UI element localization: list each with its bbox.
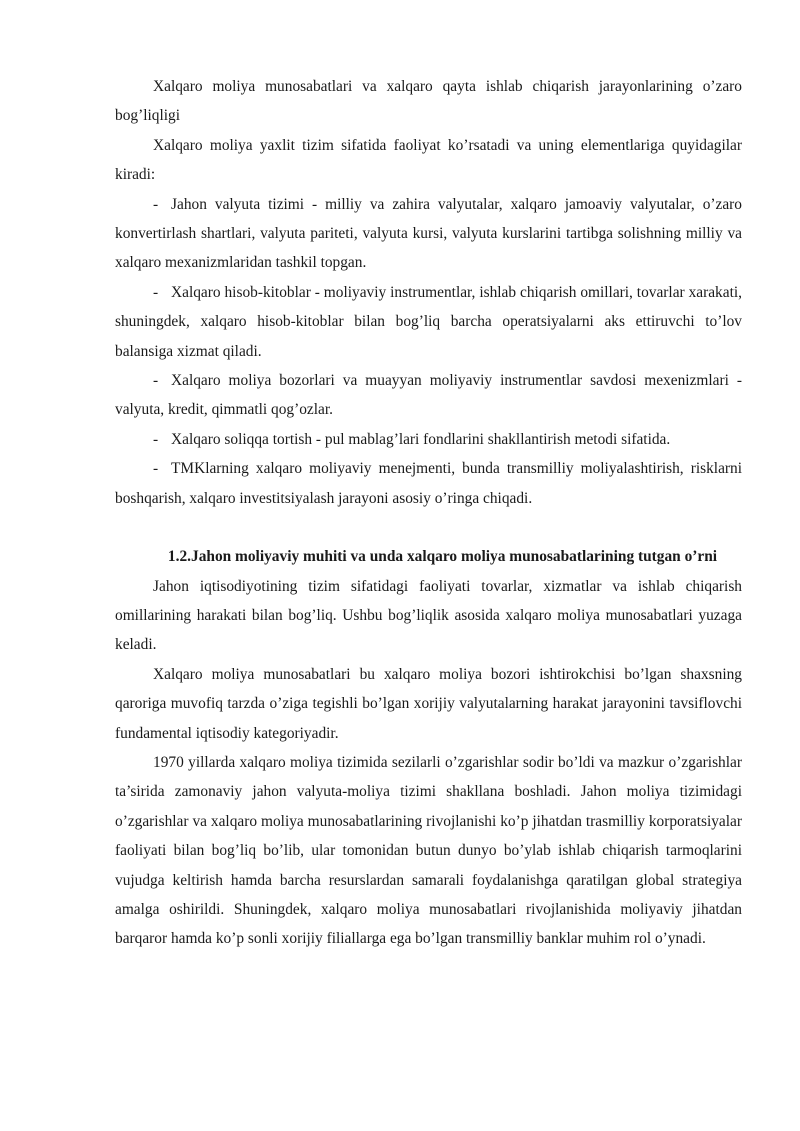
bullet-item-settlements <box>115 278 742 366</box>
bullet-dash: - <box>153 460 159 478</box>
section-spacer <box>115 513 742 542</box>
bullet-text: Xalqaro soliqqa tortish - pul mablag’lari fondlarini shakllantirish metodi sifatida. <box>171 430 671 448</box>
document-page <box>115 72 742 954</box>
intro-title-paragraph: Xalqaro moliya munosabatlari va xalqaro qayta ishlab chiqarish jarayonlarining o’zaro bog’liqligi <box>115 78 742 125</box>
bullet-dash: - <box>153 372 159 390</box>
bullet-dash: - <box>153 283 159 301</box>
bullet-item-markets <box>115 366 742 425</box>
intro-system-paragraph: Xalqaro moliya yaxlit tizim sifatida faoliyat ko’rsatadi va uning elementlariga quyidagilar kiradi: <box>115 136 742 184</box>
bullet-text: Jahon valyuta tizimi - milliy va zahira valyutalar, xalqaro jamoaviy valyutalar, o’zaro konvertirlash shartlari, valyuta pariteti, valyuta kursi, valyuta kurslarini tartibga solishning milliy va xalqaro mexanizmlaridan tashkil topgan. <box>115 195 742 272</box>
bullet-text: TMKlarning xalqaro moliyaviy menejmenti, bunda transmilliy moliyalashtirish, risklarni boshqarish, xalqaro investitsiyalash jarayoni asosiy o’ringa chiqadi. <box>115 460 742 507</box>
bullet-text: Xalqaro hisob-kitoblar - moliyaviy instrumentlar, ishlab chiqarish omillari, tovarlar xarakati, shuningdek, xalqaro hisob-kitoblar bilan bog’liq barcha operatsiyalarni aks ettiruvchi to’lov balansiga xizmat qiladi. <box>115 283 742 360</box>
bullet-text: Xalqaro moliya bozorlari va muayyan moliyaviy instrumentlar savdosi mexenizmlari - valyuta, kredit, qimmatli qog’ozlar. <box>115 372 742 419</box>
bullet-item-currency-system <box>115 190 742 278</box>
section-paragraph: Jahon iqtisodiyotining tizim sifatidagi faoliyati tovarlar, xizmatlar va ishlab chiqarish omillarining harakati bilan bog’liq. Ushbu bog’liqlik asosida xalqaro moliya munosabatlari yuzaga keladi. <box>115 577 742 654</box>
bullet-dash: - <box>153 430 159 448</box>
section-paragraph: 1970 yillarda xalqaro moliya tizimida sezilarli o’zgarishlar sodir bo’ldi va mazkur o’zgarishlar ta’sirida zamonaviy jahon valyuta-moliya tizimi shakllana boshladi. Jahon moliya tizimidagi o’zgarishlar va xalqaro moliya munosabatlarining rivojlanishi ko’p jihatdan trasmilliy korporatsiyalar faoliyati bilan bog’liq bo’lib, ular tomonidan butun dunyo bo’ylab ishlab chiqarish tarmoqlarini vujudga keltirish hamda barcha resurslardan samarali foydalanishga qaratilgan global strategiya amalga oshirildi. Shuningdek, xalqaro moliya munosabatlari rivojlanishida moliyaviy jihatdan barqaror hamda ko’p sonli xorijiy filiallarga ega bo’lgan transmilliy banklar muhim rol o’ynadi. <box>115 753 742 948</box>
bullet-dash: - <box>153 195 159 213</box>
section-paragraph: Xalqaro moliya munosabatlari bu xalqaro moliya bozori ishtirokchisi bo’lgan shaxsning qaroriga muvofiq tarzda o’ziga tegishli bo’lgan xorijiy valyutalarning harakat jarayonini tavsiflovchi fundamental iqtisodiy kategoriyadir. <box>115 665 742 742</box>
bullet-item-taxation <box>115 425 742 454</box>
section-heading: 1.2.Jahon moliyaviy muhiti va unda xalqaro moliya munosabatlarining tutgan o’rni <box>167 548 718 566</box>
bullet-item-tnc-management <box>115 454 742 513</box>
